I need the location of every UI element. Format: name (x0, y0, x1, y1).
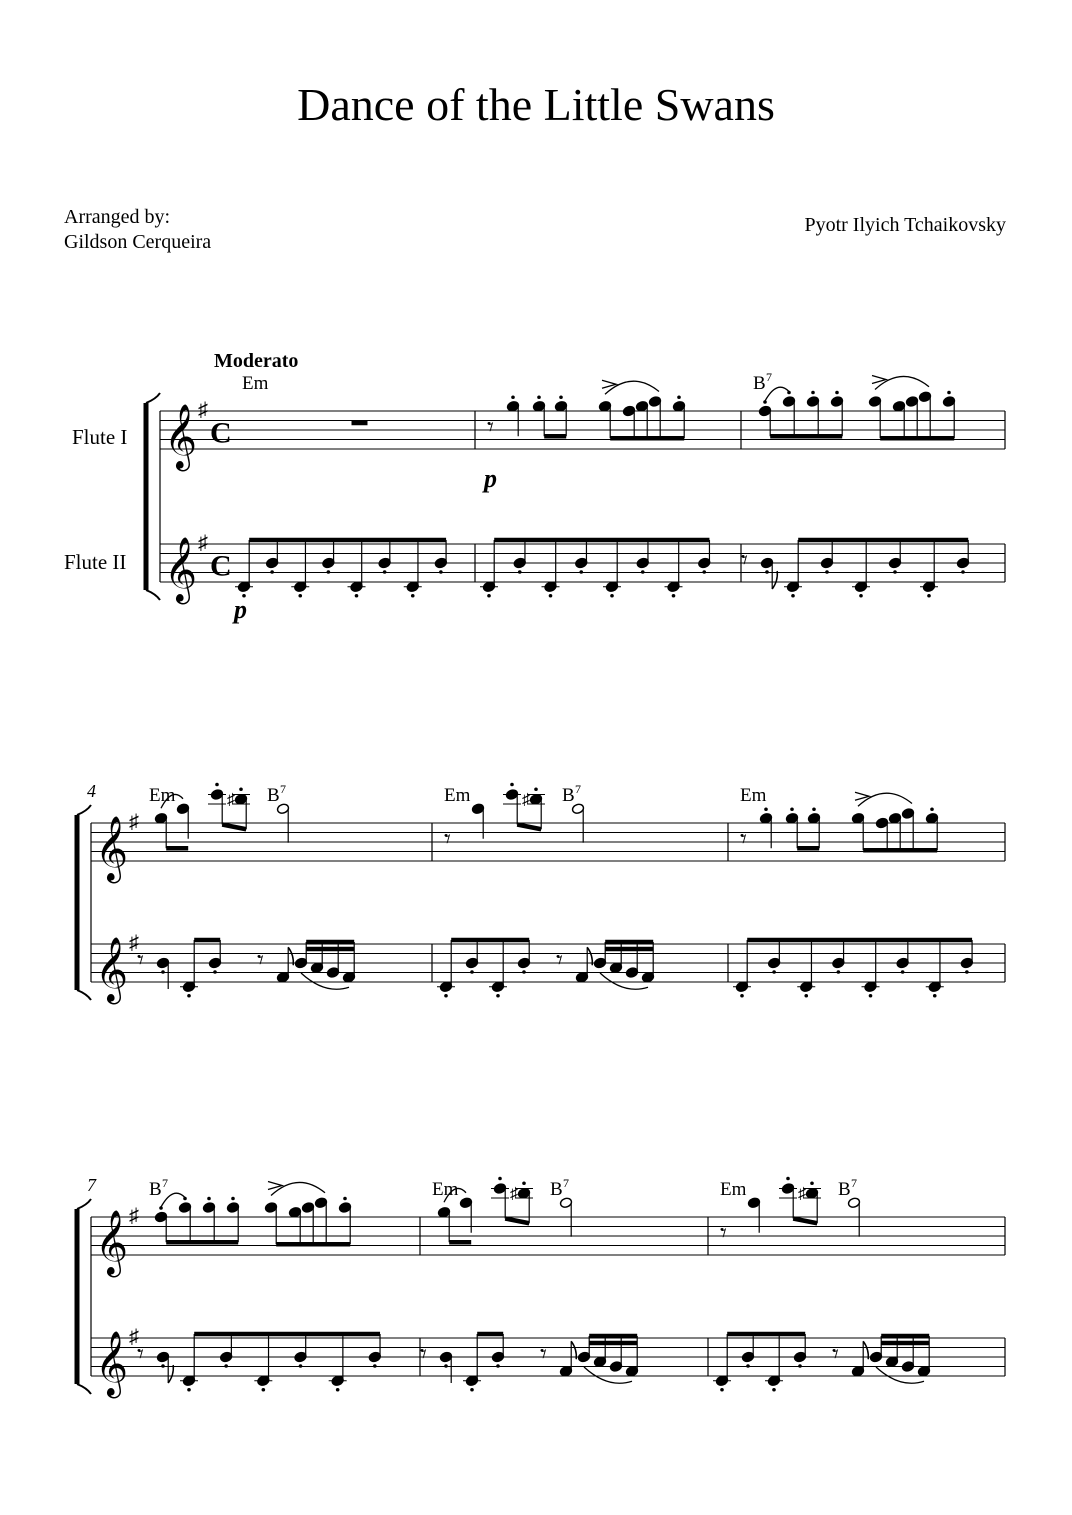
staccato-dot (772, 1388, 776, 1392)
chord-superscript: 7 (280, 782, 286, 796)
staccato-dot (835, 391, 839, 395)
staccato-dot (933, 994, 937, 998)
chord-superscript: 7 (851, 1176, 857, 1190)
staccato-dot (927, 594, 931, 598)
staccato-dot (893, 570, 897, 574)
arranger-name: Gildson Cerqueira (64, 231, 212, 253)
staccato-dot (764, 807, 768, 811)
staccato-dot (825, 570, 829, 574)
staccato-dot (641, 570, 645, 574)
staccato-dot (790, 807, 794, 811)
staccato-dot (161, 1364, 165, 1368)
staccato-dot (511, 395, 515, 399)
staccato-dot (373, 1364, 377, 1368)
staccato-dot (231, 1197, 235, 1201)
bracket-hook (77, 805, 91, 815)
staccato-dot (810, 1181, 814, 1185)
staccato-dot (811, 391, 815, 395)
chord-superscript: 7 (766, 370, 772, 384)
eighth-rest-icon: 𝄾 (257, 945, 264, 975)
tempo-marking: Moderato (214, 350, 299, 372)
staccato-dot (791, 594, 795, 598)
instrument-name-flute-2: Flute II (64, 550, 127, 574)
slur (584, 1367, 632, 1383)
note-flag (168, 1365, 173, 1383)
whole-rest-icon (352, 421, 368, 426)
bracket-hook (146, 393, 160, 403)
staccato-dot (579, 570, 583, 574)
treble-clef-icon: 𝄞 (95, 1212, 129, 1274)
chord-superscript: 7 (162, 1176, 168, 1190)
staccato-dot (720, 1388, 724, 1392)
treble-clef-icon: 𝄞 (164, 539, 198, 601)
eighth-rest-icon: 𝄾 (720, 1218, 727, 1248)
composer-credit: Pyotr Ilyich Tchaikovsky (804, 214, 1006, 236)
staccato-dot (965, 970, 969, 974)
staccato-dot (498, 1177, 502, 1181)
chord-symbol: B (838, 1179, 851, 1200)
key-sharp-icon: ♯ (129, 932, 139, 954)
measure-number: 4 (87, 781, 96, 801)
arranger-label: Arranged by: (64, 206, 171, 228)
staccato-dot (746, 1364, 750, 1368)
note-flag (772, 571, 777, 589)
chord-symbol: B (550, 1179, 563, 1200)
staccato-dot (239, 787, 243, 791)
note-beam (222, 825, 246, 830)
key-sharp-icon: ♯ (129, 811, 139, 833)
key-sharp-icon: ♯ (198, 399, 208, 421)
staccato-dot (672, 594, 676, 598)
staccato-dot (496, 1364, 500, 1368)
staccato-dot (859, 594, 863, 598)
eighth-rest-icon: 𝄾 (741, 545, 748, 575)
staccato-dot (812, 807, 816, 811)
staccato-dot (677, 395, 681, 399)
note-beam (793, 1219, 817, 1224)
staccato-dot (187, 1388, 191, 1392)
staccato-dot (522, 1181, 526, 1185)
eighth-rest-icon: 𝄾 (444, 824, 451, 854)
chord-symbol: Em (149, 785, 176, 806)
bracket-hook (77, 990, 91, 1000)
eighth-rest-icon: 𝄾 (740, 824, 747, 854)
chord-symbol: B (149, 1179, 162, 1200)
staccato-dot (262, 1388, 266, 1392)
key-sharp-icon: ♯ (129, 1326, 139, 1348)
staccato-dot (444, 994, 448, 998)
staccato-dot (549, 594, 553, 598)
note-beam (517, 825, 541, 830)
staccato-dot (930, 807, 934, 811)
staccato-dot (299, 1364, 303, 1368)
dynamic-marking: p (234, 595, 247, 624)
eighth-rest-icon: 𝄾 (420, 1339, 427, 1369)
eighth-rest-icon: 𝄾 (540, 1339, 547, 1369)
key-sharp-icon: ♯ (129, 1205, 139, 1227)
staccato-dot (786, 1177, 790, 1181)
instrument-name-flute-1: Flute I (72, 425, 128, 449)
staccato-dot (411, 594, 415, 598)
chord-symbol: Em (444, 785, 471, 806)
staccato-dot (470, 1388, 474, 1392)
slur (876, 1367, 924, 1383)
chord-symbol: Em (432, 1179, 459, 1200)
staccato-dot (765, 570, 769, 574)
staccato-dot (487, 594, 491, 598)
staccato-dot (610, 594, 614, 598)
treble-clef-icon: 𝄞 (95, 1333, 129, 1395)
staccato-dot (534, 787, 538, 791)
slur (301, 973, 349, 989)
eighth-rest-icon: 𝄾 (832, 1339, 839, 1369)
staccato-dot (470, 970, 474, 974)
staccato-dot (901, 970, 905, 974)
staccato-dot (336, 1388, 340, 1392)
staccato-dot (444, 1364, 448, 1368)
bracket-hook (77, 1199, 91, 1209)
staccato-dot (224, 1364, 228, 1368)
score-title: Dance of the Little Swans (297, 79, 775, 130)
treble-clef-icon: 𝄞 (95, 939, 129, 1001)
staccato-dot (537, 395, 541, 399)
sharp-accidental-icon: ♯ (798, 1185, 806, 1203)
staccato-dot (804, 994, 808, 998)
staccato-dot (215, 783, 219, 787)
staccato-dot (837, 970, 841, 974)
staccato-dot (740, 994, 744, 998)
note-beam (505, 1219, 529, 1224)
treble-clef-icon: 𝄞 (164, 406, 198, 468)
common-time-icon: C (210, 416, 232, 450)
eighth-rest-icon: 𝄾 (137, 1339, 144, 1369)
staccato-dot (187, 994, 191, 998)
sharp-accidental-icon: ♯ (522, 791, 530, 809)
sharp-accidental-icon: ♯ (510, 1185, 518, 1203)
eighth-rest-icon: 𝄾 (556, 945, 563, 975)
chord-symbol: Em (242, 373, 269, 394)
chord-symbol: B (753, 373, 766, 394)
staccato-dot (161, 970, 165, 974)
key-sharp-icon: ♯ (198, 532, 208, 554)
staccato-dot (798, 1364, 802, 1368)
staccato-dot (439, 570, 443, 574)
chord-superscript: 7 (563, 1176, 569, 1190)
staccato-dot (522, 970, 526, 974)
staccato-dot (383, 570, 387, 574)
staccato-dot (298, 594, 302, 598)
staccato-dot (772, 970, 776, 974)
chord-symbol: Em (720, 1179, 747, 1200)
staccato-dot (355, 594, 359, 598)
staccato-dot (518, 570, 522, 574)
staccato-dot (213, 970, 217, 974)
staccato-dot (510, 783, 514, 787)
treble-clef-icon: 𝄞 (95, 818, 129, 880)
measure-number: 7 (87, 1175, 96, 1195)
chord-symbol: B (267, 785, 280, 806)
eighth-rest-icon: 𝄾 (137, 945, 144, 975)
eighth-rest-icon: 𝄾 (487, 412, 494, 442)
bracket-hook (77, 1384, 91, 1394)
chord-symbol: B (562, 785, 575, 806)
chord-superscript: 7 (575, 782, 581, 796)
staccato-dot (270, 570, 274, 574)
staccato-dot (702, 570, 706, 574)
staccato-dot (961, 570, 965, 574)
dynamic-marking: p (484, 464, 497, 493)
sharp-accidental-icon: ♯ (227, 791, 235, 809)
chord-symbol: Em (740, 785, 767, 806)
staccato-dot (947, 391, 951, 395)
staccato-dot (327, 570, 331, 574)
bracket-hook (146, 590, 160, 600)
slur (600, 973, 648, 989)
common-time-icon: C (210, 549, 232, 583)
staccato-dot (559, 395, 563, 399)
staccato-dot (869, 994, 873, 998)
staccato-dot (207, 1197, 211, 1201)
staccato-dot (343, 1197, 347, 1201)
staccato-dot (496, 994, 500, 998)
